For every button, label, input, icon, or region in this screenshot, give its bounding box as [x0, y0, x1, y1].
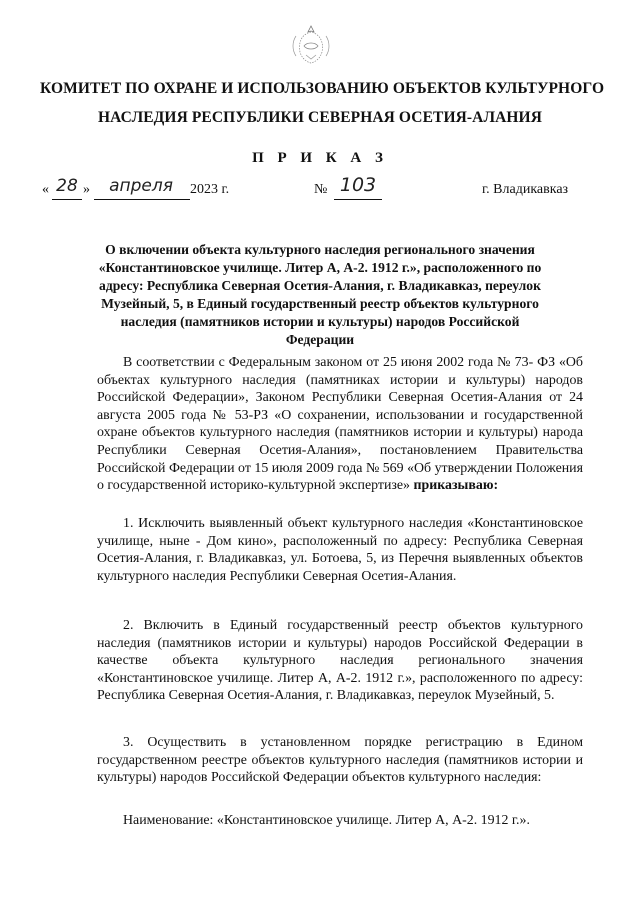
- order-month: апреля: [109, 176, 173, 196]
- day-underline: [52, 199, 82, 200]
- coat-of-arms-icon: [286, 22, 336, 66]
- order-number: 103: [339, 174, 377, 196]
- clause-3-text: 3. Осуществить в установленном порядке регистрацию в Едином государственном реестре объектов культурного наследия (памятников истории и культуры) народов Российской Федерации объектов культурного наследия:: [97, 735, 583, 786]
- clause-1-text: 1. Исключить выявленный объект культурного наследия «Константиновское училище, ныне - Дом кино», расположенный по адресу: Республика Северная Осетия-Алания, г. Владикавказ, ул. Ботоева, 5, из Перечня выявленных объектов культурного наследия Республики Северная Осетия-Алания.: [97, 516, 583, 584]
- order-title: П Р И К А З: [252, 150, 388, 166]
- month-underline: [94, 199, 190, 200]
- order-year: 2023 г.: [190, 182, 230, 197]
- clause-2: [97, 617, 583, 705]
- preamble-paragraph: [97, 354, 583, 495]
- order-day: 28: [56, 176, 78, 196]
- order-city: г. Владикавказ: [482, 182, 569, 197]
- date-quote-close: »: [83, 182, 90, 197]
- date-quote-open: «: [42, 182, 49, 197]
- object-name-text: Наименование: «Константиновское училище. Литер А, А-2. 1912 г.».: [123, 813, 530, 828]
- order-subject: О включении объекта культурного наследия регионального значения «Константиновское училище. Литер А, А-2. 1912 г.», расположенного по адресу: Республика Северная Осетия-Алания, г. Владикавказ, переулок Музейный, 5, в Единый государственный реестр объектов культурного наследия (памятников истории и культуры) народов Российской Федерации: [98, 242, 542, 347]
- object-name-line: [97, 812, 583, 830]
- preamble-text: В соответствии с Федеральным законом от 25 июня 2002 года № 73- ФЗ «Об объектах культурного наследия (памятниках истории и культуры) народов Российской Федерации», Законом Республики Северная Осетия-Алания от 24 августа 2005 года № 53-РЗ «О сохранении, использовании и государственной охране объектов культурного наследия (памятников истории и культуры) народа Республики Северная Осетия-Алания», постановлением Правительства Российской Федерации от 15 июля 2009 года № 569 «Об утверждении Положения о государственной историко-культурной экспертизе»: [97, 355, 583, 494]
- committee-name-line1: КОМИТЕТ ПО ОХРАНЕ И ИСПОЛЬЗОВАНИЮ ОБЪЕКТОВ КУЛЬТУРНОГО: [40, 80, 605, 97]
- clause-2-text: 2. Включить в Единый государственный реестр объектов культурного наследия (памятников истории и культуры) народов Российской Федерации в качестве объекта культурного наследия регионального значения «Константиновское училище. Литер А, А-2. 1912 г.», расположенного по адресу: Республика Северная Осетия-Алания, г. Владикавказ, переулок Музейный, 5.: [97, 618, 583, 704]
- order-verb: приказываю:: [413, 478, 499, 494]
- committee-name-line2: НАСЛЕДИЯ РЕСПУБЛИКИ СЕВЕРНАЯ ОСЕТИЯ-АЛАНИЯ: [98, 109, 542, 126]
- clause-1: [97, 515, 583, 585]
- clause-3: [97, 734, 583, 787]
- order-number-sign: №: [314, 182, 328, 197]
- number-underline: [334, 199, 382, 200]
